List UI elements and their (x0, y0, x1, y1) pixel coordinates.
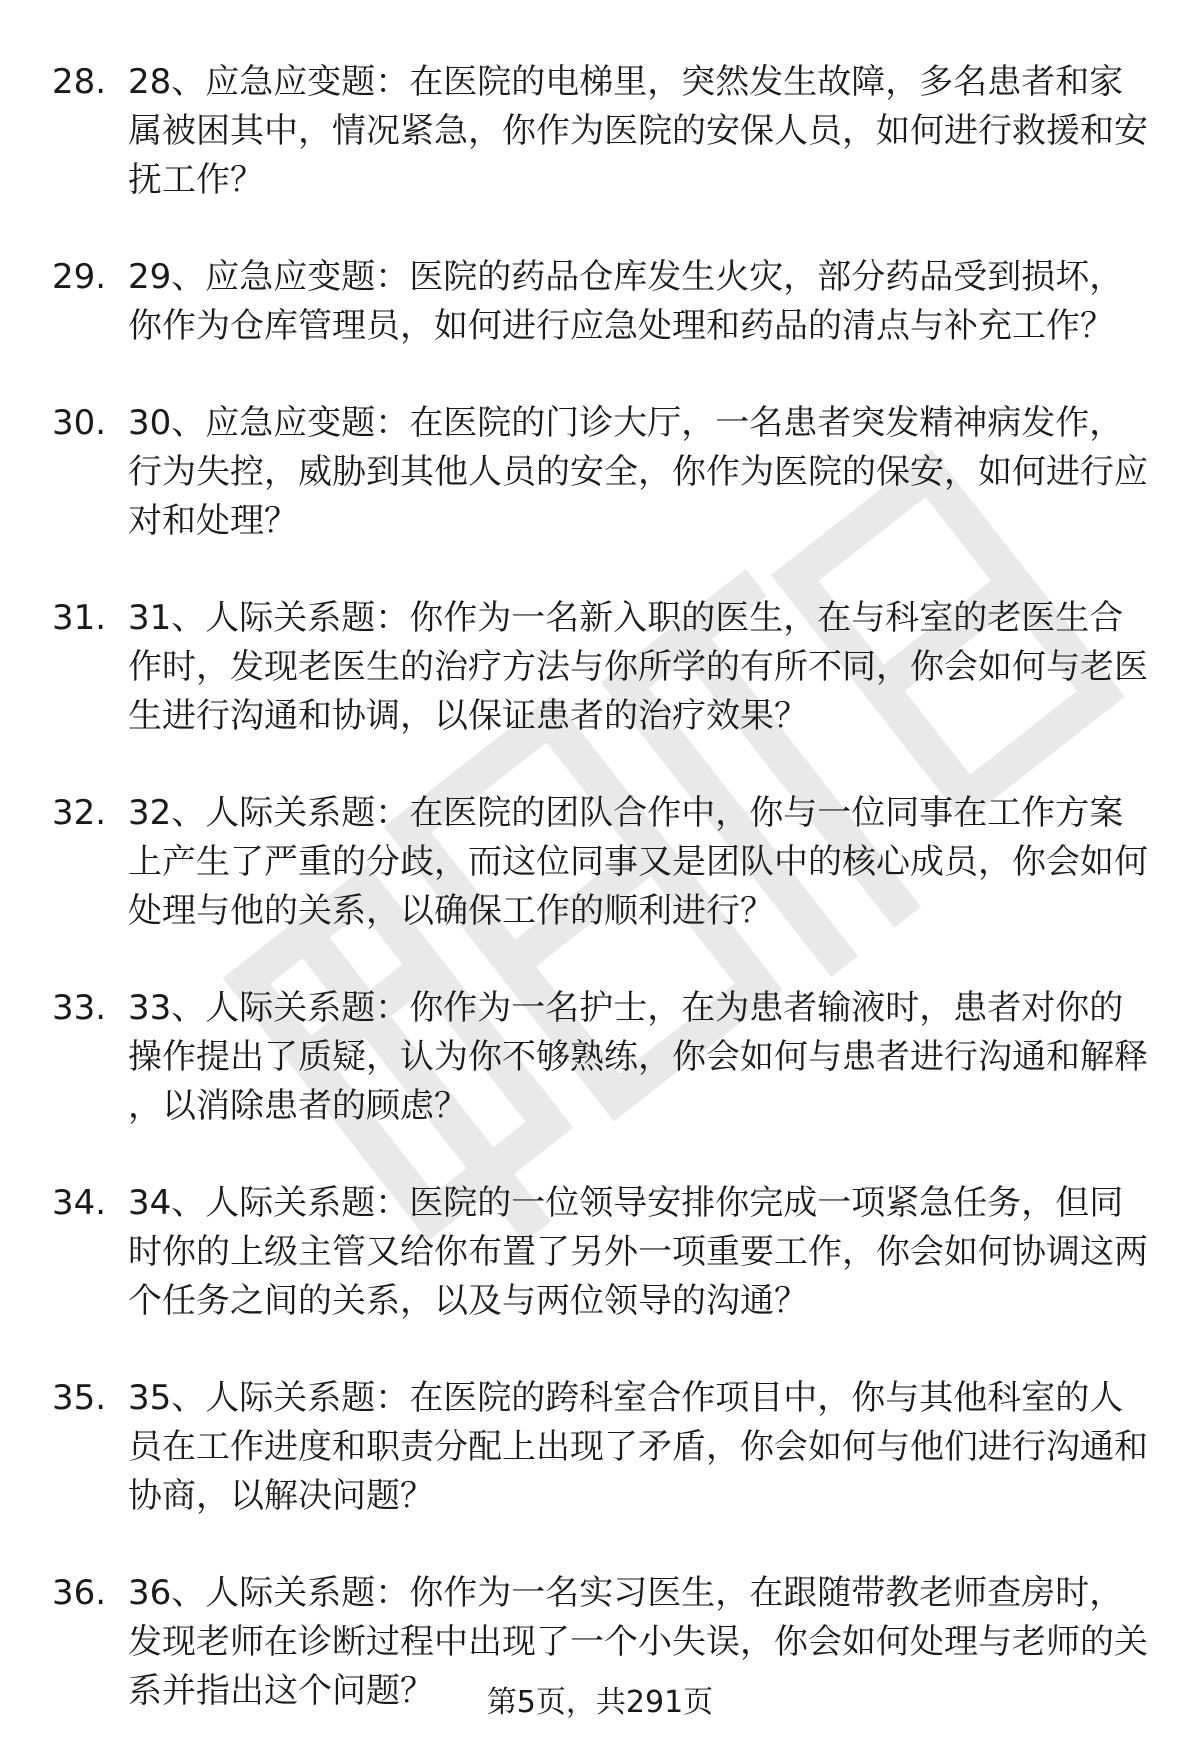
question-item (52, 1179, 1152, 1326)
question-text: 29、应急应变题：医院的药品仓库发生火灾，部分药品受到损坏，你作为仓库管理员，如何进行应急处理和药品的清点与补充工作？ (128, 257, 1124, 346)
question-text: 36、人际关系题：你作为一名实习医生，在跟随带教老师查房时，发现老师在诊断过程中出现了一个小失误，你会如何处理与老师的关系并指出这个问题？ (128, 1573, 1148, 1711)
question-text: 28、应急应变题：在医院的电梯里，突然发生故障，多名患者和家属被困其中，情况紧急，你作为医院的安保人员，如何进行救援和安抚工作？ (128, 62, 1148, 200)
question-number: 30. (52, 403, 107, 443)
question-item (52, 1374, 1152, 1521)
question-text: 34、人际关系题：医院的一位领导安排你完成一项紧急任务，但同时你的上级主管又给你布置了另外一项重要工作，你会如何协调这两个任务之间的关系，以及与两位领导的沟通？ (128, 1183, 1148, 1321)
question-item (52, 58, 1152, 205)
question-text: 31、人际关系题：你作为一名新入职的医生，在与科室的老医生合作时，发现老医生的治疗方法与你所学的有所不同，你会如何与老医生进行沟通和协调，以保证患者的治疗效果？ (128, 598, 1148, 736)
page-number-label: 第5页，共291页 (486, 1685, 714, 1720)
question-number: 36. (52, 1573, 107, 1613)
question-item (52, 789, 1152, 936)
question-item (52, 984, 1152, 1131)
question-item (52, 253, 1152, 351)
question-number: 35. (52, 1378, 107, 1418)
question-number: 31. (52, 598, 107, 638)
question-number: 29. (52, 257, 107, 297)
question-item (52, 594, 1152, 741)
question-number: 33. (52, 988, 107, 1028)
question-number: 28. (52, 62, 107, 102)
question-item (52, 399, 1152, 546)
question-text: 33、人际关系题：你作为一名护士，在为患者输液时，患者对你的操作提出了质疑，认为你不够熟练，你会如何与患者进行沟通和解释，以消除患者的顾虑？ (128, 988, 1148, 1126)
page-footer (0, 1683, 1200, 1723)
question-text: 32、人际关系题：在医院的团队合作中，你与一位同事在工作方案上产生了严重的分歧，而这位同事又是团队中的核心成员，你会如何处理与他的关系，以确保工作的顺利进行？ (128, 793, 1148, 931)
question-text: 30、应急应变题：在医院的门诊大厅，一名患者突发精神病发作，行为失控，威胁到其他人员的安全，你作为医院的保安，如何进行应对和处理？ (128, 403, 1148, 541)
question-text: 35、人际关系题：在医院的跨科室合作项目中，你与其他科室的人员在工作进度和职责分配上出现了矛盾，你会如何与他们进行沟通和协商，以解决问题？ (128, 1378, 1148, 1516)
question-number: 32. (52, 793, 107, 833)
question-number: 34. (52, 1183, 107, 1223)
question-list (52, 58, 1152, 1764)
